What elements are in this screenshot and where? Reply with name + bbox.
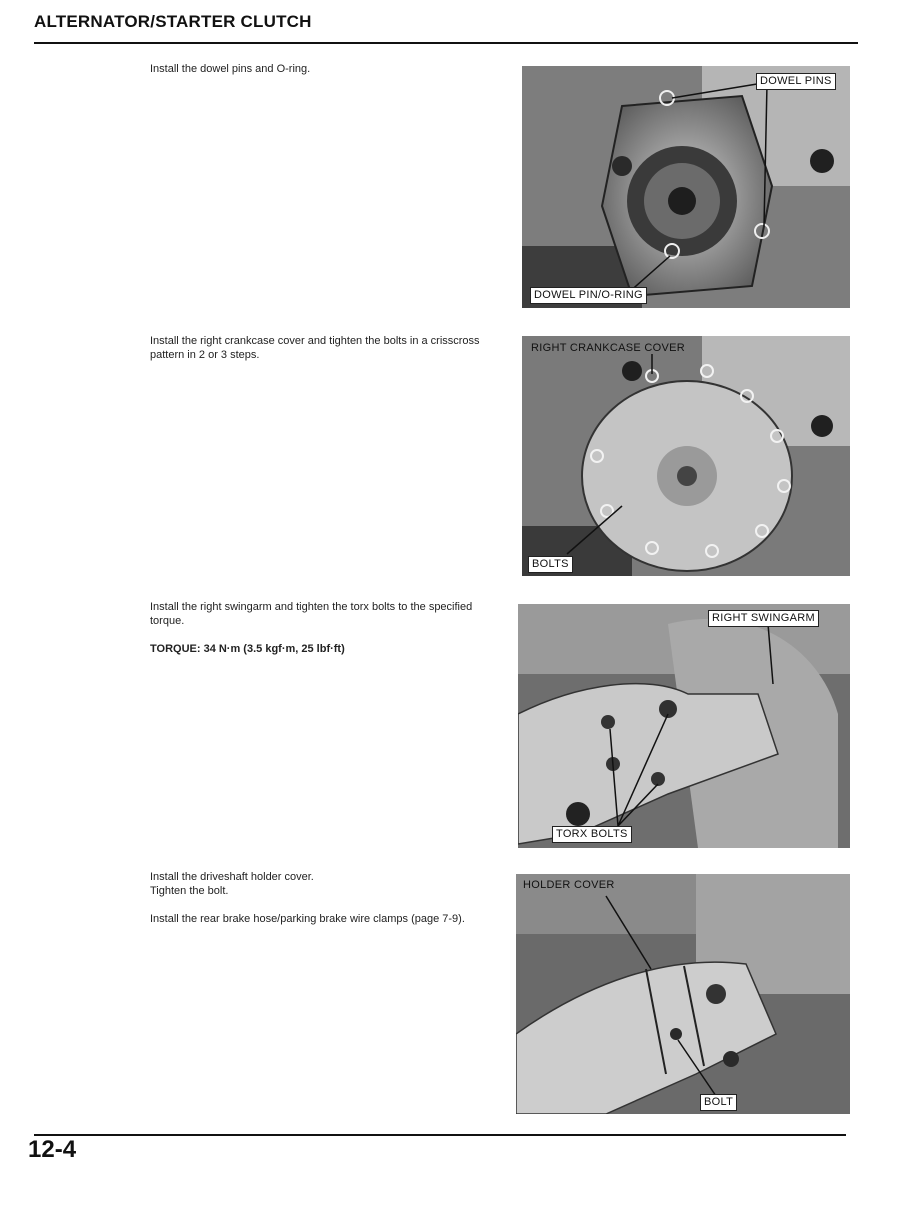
header-rule <box>34 42 858 44</box>
step-3-instruction: Install the right swingarm and tighten the torx bolts to the specified torque. <box>150 601 473 627</box>
step-3-photo <box>518 604 850 848</box>
callout-right-swingarm: RIGHT SWINGARM <box>708 610 819 627</box>
callout-bolt: BOLT <box>700 1094 737 1111</box>
callout-dowel-pins: DOWEL PINS <box>756 73 836 90</box>
step-4-instruction-1: Install the driveshaft holder cover. Tighten the bolt. <box>150 871 314 897</box>
step-4-instruction-2: Install the rear brake hose/parking brake wire clamps (page 7-9). <box>150 913 465 925</box>
page-number: 12-4 <box>28 1136 77 1163</box>
footer-rule <box>34 1134 846 1136</box>
callout-bolts: BOLTS <box>528 556 573 573</box>
step-4-text <box>150 870 506 940</box>
step-1-photo <box>522 66 850 308</box>
callout-right-crankcase-cover: RIGHT CRANKCASE COVER <box>531 342 686 354</box>
step-2-text <box>150 334 506 376</box>
step-1-instruction: Install the dowel pins and O-ring. <box>150 63 311 75</box>
step-2-photo <box>522 336 850 576</box>
step-3-torque: TORQUE: 34 N·m (3.5 kgf·m, 25 lbf·ft) <box>150 643 345 655</box>
callout-holder-cover: HOLDER COVER <box>523 879 615 891</box>
step-2-instruction: Install the right crankcase cover and tighten the bolts in a crisscross pattern in 2 or 3 steps. <box>150 335 480 361</box>
step-3-text <box>150 600 506 656</box>
callout-dowel-pin-o-ring: DOWEL PIN/O-RING <box>530 287 647 304</box>
step-4-photo <box>516 874 850 1114</box>
callout-torx-bolts: TORX BOLTS <box>552 826 632 843</box>
step-1-text <box>150 62 510 90</box>
section-title: ALTERNATOR/STARTER CLUTCH <box>34 12 312 31</box>
